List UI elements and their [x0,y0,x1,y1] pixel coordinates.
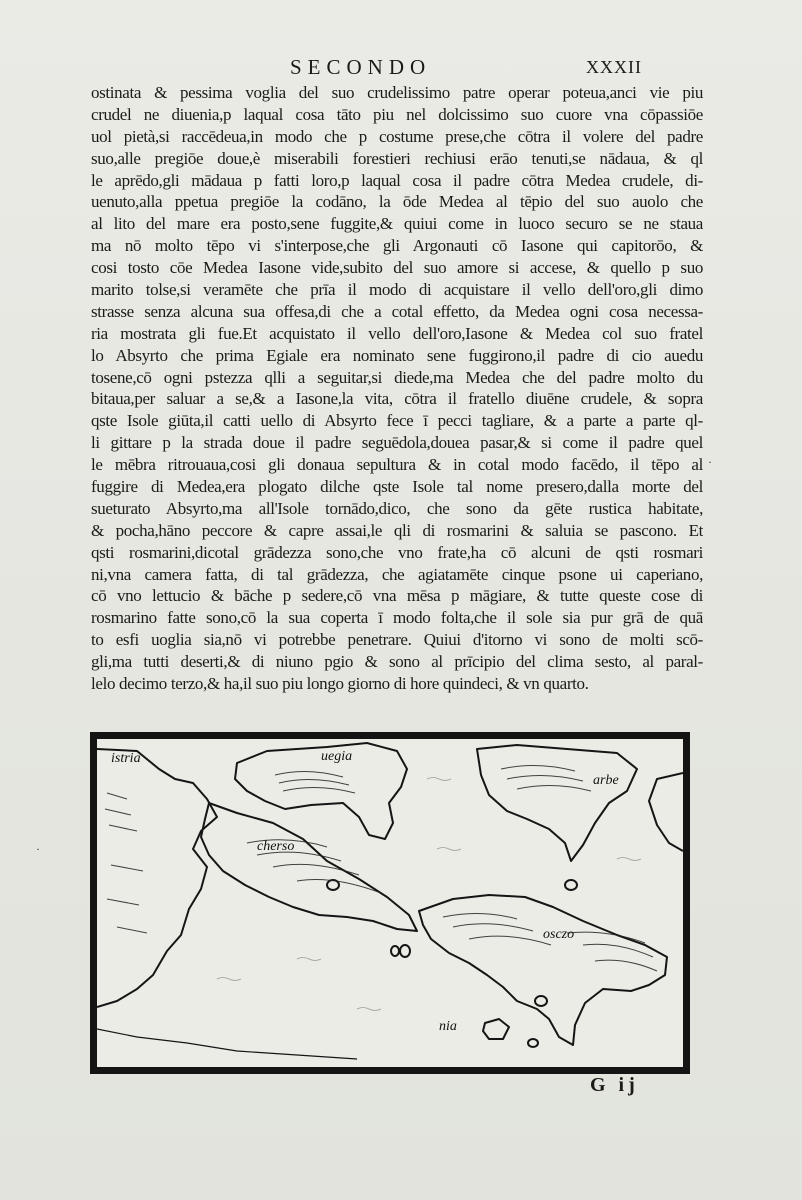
arbe-island [477,745,637,861]
text-line: lelo decimo terzo,& ha,il suo piu longo giorno di hore quindeci, & vn quarto. [91,674,589,694]
hatch [105,793,147,933]
folio-number: XXXII [586,57,642,77]
text-line: tosene,cō ogni pstezza qlli a seguitar,si diede,ma Medea che del padre molto du [91,367,703,387]
islet [565,880,577,890]
text-line: le aprēdo,gli mādaua p fatti loro,p laqual cosa il padre cōtra Medea crudele, di- [91,170,703,190]
map-label-cherso: cherso [257,839,295,854]
margin-mark: · [36,842,40,856]
text-line: uol pietà,si raccēdeua,in modo che p costume prese,che cōtra il volere del padre [91,126,703,146]
text-line: gli,ma tutti deserti,& di niuno pgio & sono al prīcipio del clima sesto, al paral- [91,652,703,672]
wave-marks [217,778,641,1011]
text-line: sueturato Absyrto,ma all'Isole tornādo,dico, che sono da gēte rustica habitate, [91,498,703,518]
text-line: to esfi uoglia sia,nō vi potrebbe penetrare. Quiui d'itorno vi sono de molti scō- [91,630,703,650]
island-map-woodcut [90,732,690,1074]
running-title: SECONDO [290,55,432,79]
islet [535,996,547,1006]
islet [391,946,399,956]
text-line: ma nō molto tēpo vi s'interpose,che gli Argonauti cō Iasone qui capitorōo, & [91,236,703,256]
body-text [91,82,703,695]
hatch [501,765,591,791]
text-line: al lito del mare era posto,sene fuggite,& quiui come in luoco securo se ne staua [91,214,703,234]
text-line: suo,alle pregiōe doue,è miserabili forestieri rechiusi erāo tenuti,se nādaua, & ql [91,148,703,168]
istria-coast [97,749,217,1007]
hatch [567,932,657,971]
text-line: lo Absyrto che prima Egiale era nominato sene fuggirono,il padre di cio auedu [91,345,703,365]
running-head [0,55,802,85]
text-line: crudel ne diuenia,p laqual cosa tāto piu nel dolcissimo suo cuore vna cōpassiōe [91,104,703,124]
text-line: li gittare p la strada doue il padre seguēdola,douea pasar,& si come il padre quel [91,433,703,453]
text-line: qsti rosmarini,dicotal grādezza sono,che vno frate,ha cō alcuni de qsti rosmari [91,542,703,562]
text-line: ni,vna camera fatta, di tal grādezza, che agiatamēte cinque psone ui caperiano, [91,564,703,584]
text-line: marito tolse,si veramēte che prīa il modo di acquistare il vello dell'oro,gli dimo [91,280,703,300]
map-label-uegia: uegia [321,749,353,764]
lower-shore [97,1029,357,1059]
mainland-coast [649,773,683,851]
text-line: le mēbra ritrouaua,cosi gli donaua sepultura & in cotal modo facēdo, il tēpo al [91,455,703,475]
hatch [443,913,551,945]
text-line: uenuto,alla ppetua pregiōe la codāno, la ōde Medea al tēpio del suo auolo che [91,192,703,212]
text-line: cosi tosto cōe Medea Iasone vide,subito del suo amore si accese, & quello p suo [91,258,703,278]
text-line: rosmarino fatte sono,cō la sua coperta ī modo folta,che il sole sia pur grā de quā [91,608,703,628]
map-label-arbe: arbe [593,773,619,788]
nia-islet [483,1019,509,1039]
islet [528,1039,538,1047]
text-line: strasse senza alcuna sua offesa,di che a cotal effetto, da Medea ogni cosa necessa- [91,301,703,321]
text-line: bitaua,per saluar a se,& a Iasone,la vita, cōtra il fratello diuēne crudele, & sopra [91,389,703,409]
margin-mark: · [708,455,712,469]
text-line: ria mostrata gli fue.Et acquistato il vello dell'oro,Iasone & Medea col suo fratel [91,323,703,343]
signature-mark: G ij [590,1074,639,1096]
islet [400,945,410,957]
text-line: & pocha,hāno peccore & capre assai,le qli di rosmarini & saluia se pascono. Et [91,520,703,540]
text-line: ostinata & pessima voglia del suo crudelissimo patre operar poteua,anci vie piu [91,83,703,102]
map-label-osczo: osczo [543,927,575,942]
hatch [275,771,355,793]
map-label-istria: istria [111,751,141,766]
text-line: cō vno lettucio & bāche p sedere,cō vna mēsa p māgiare, & tutte queste cose di [91,586,703,606]
text-line: fuggire di Medea,era plogato dilche qste Isole tal nome presero,dalla morte del [91,477,703,497]
cherso-island [201,803,417,931]
text-line: qste Isole giūta,il catti uello di Absyrto fece ī pecci tagliare, & a parte a parte ql- [91,411,703,431]
map-label-nia: nia [439,1019,457,1034]
